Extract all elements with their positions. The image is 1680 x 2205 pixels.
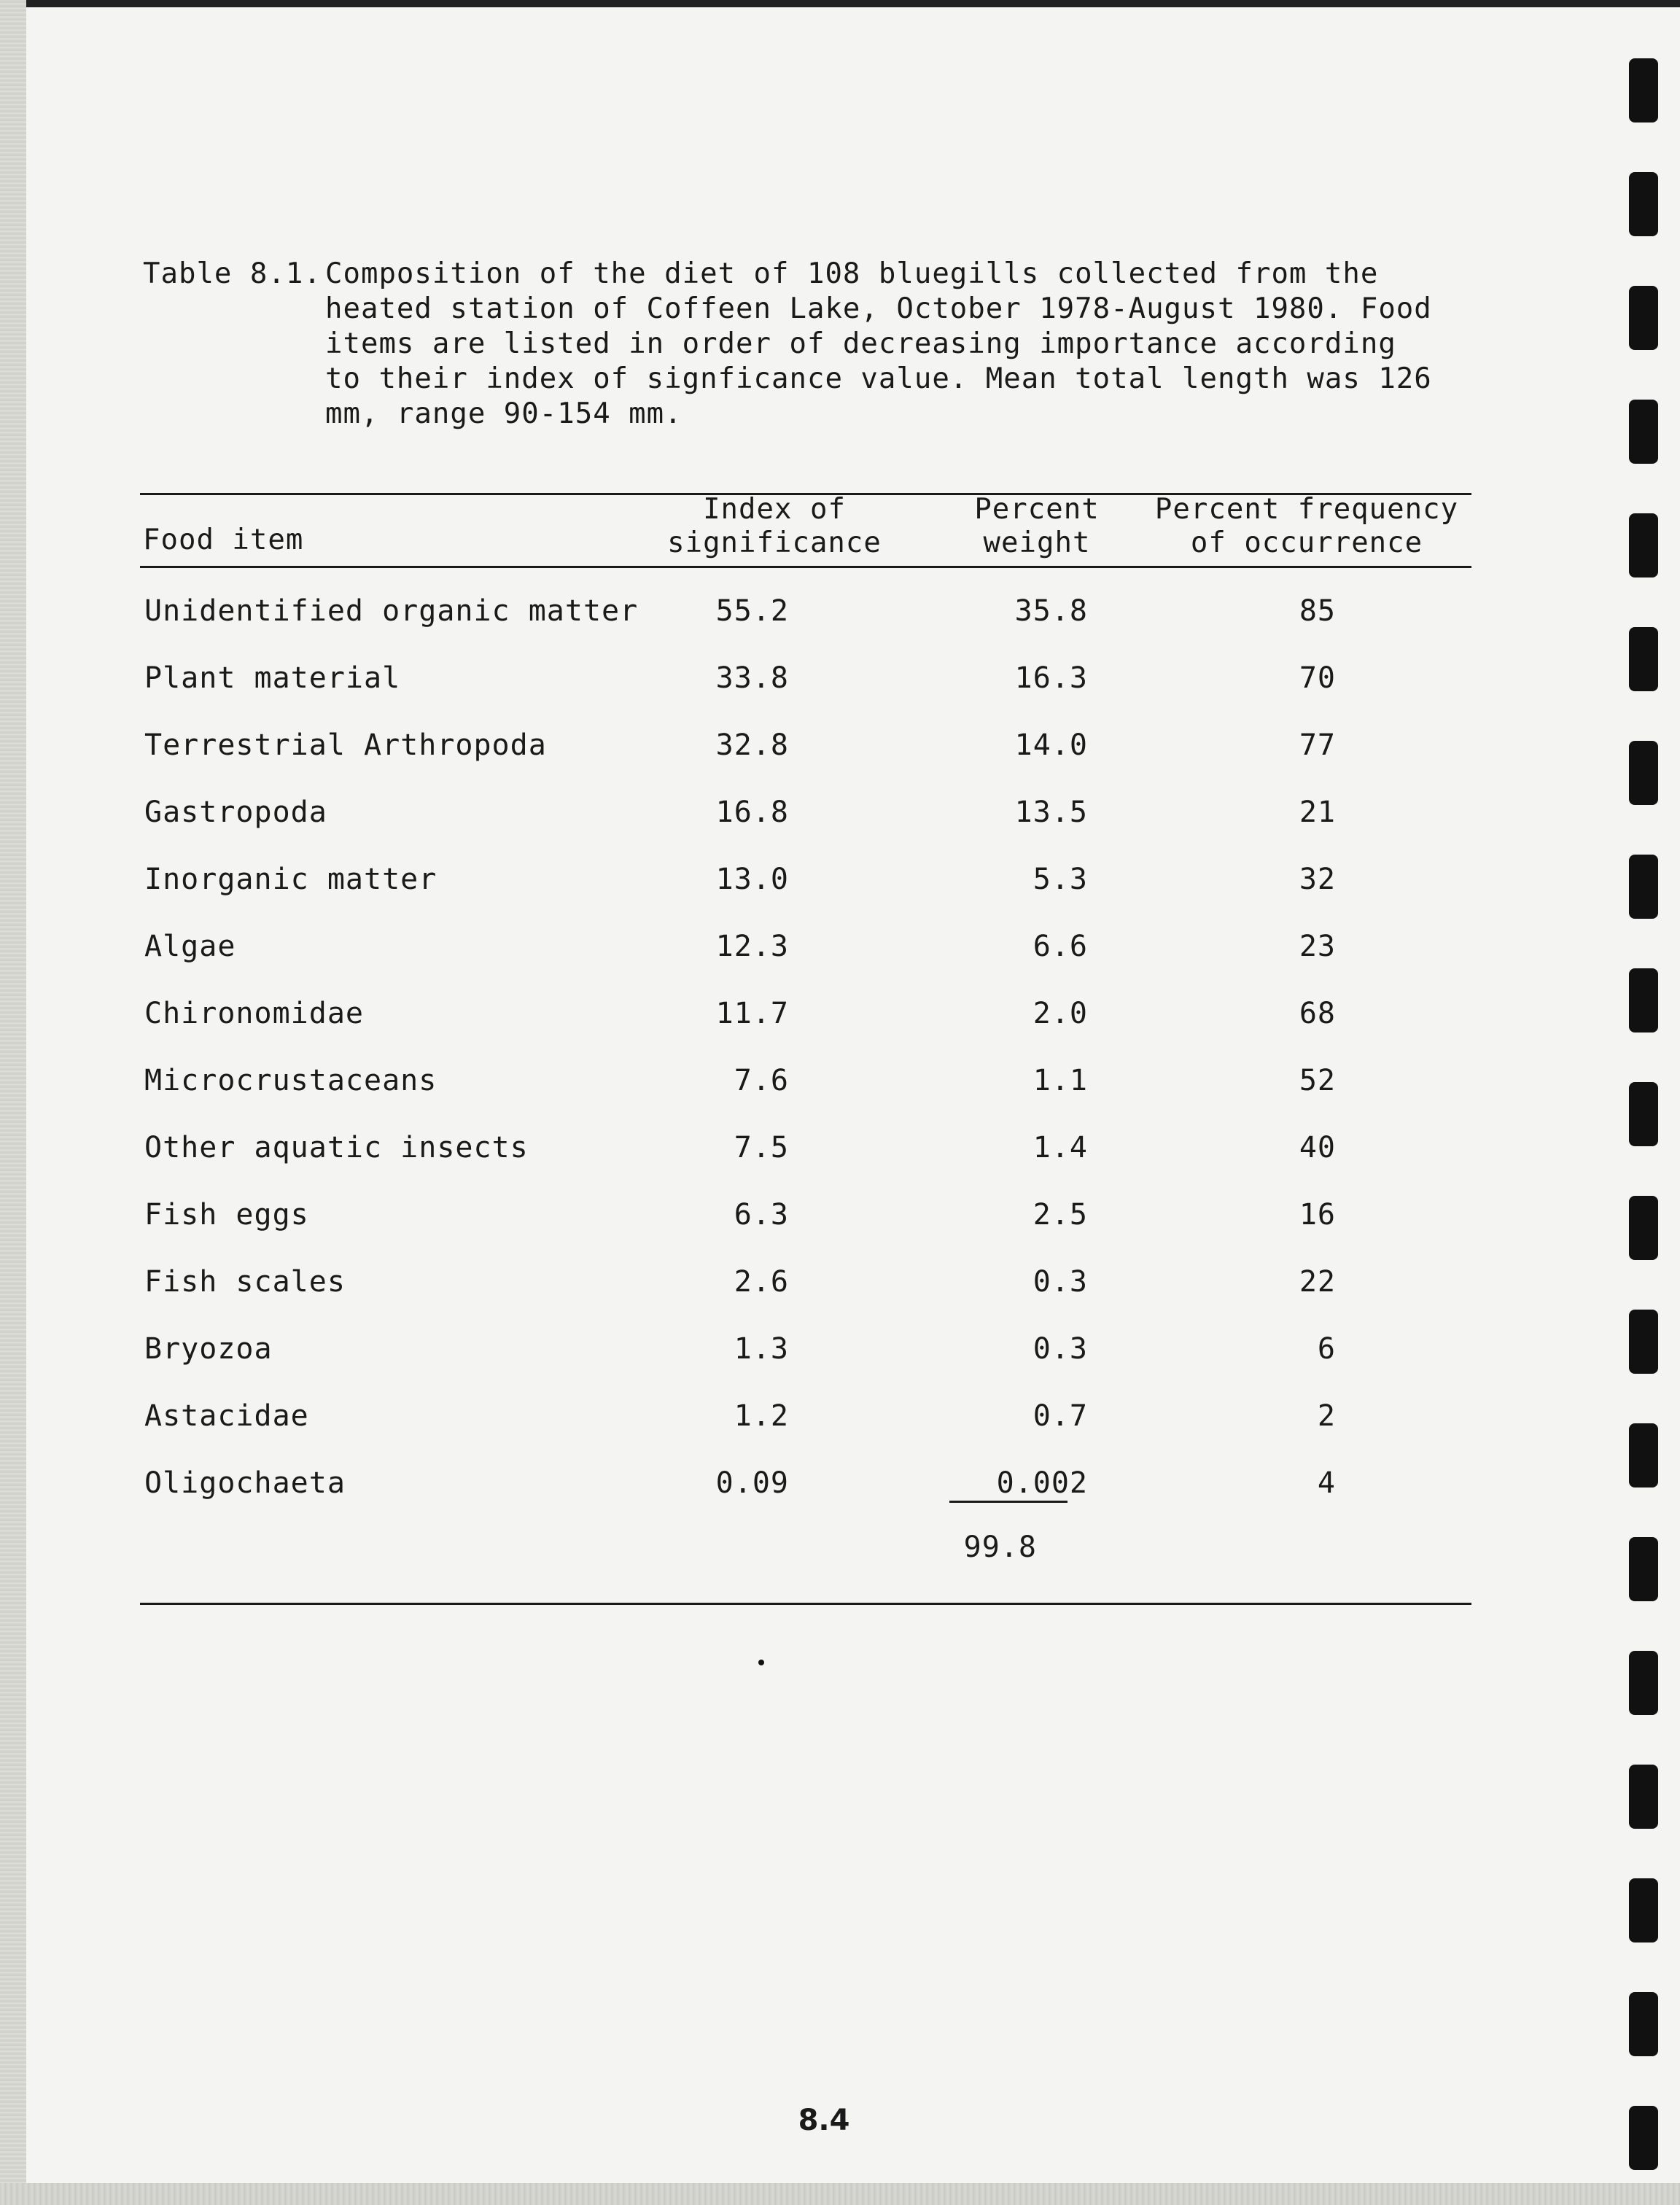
binder-hole xyxy=(1629,1423,1658,1488)
table-row xyxy=(140,992,1471,1035)
food-item-cell: Gastropoda xyxy=(144,796,327,829)
frequency-cell: 85 xyxy=(1299,594,1336,628)
frequency-cell: 2 xyxy=(1317,1399,1336,1433)
header-percent-weight xyxy=(942,493,1132,560)
weight-cell: 0.3 xyxy=(1032,1265,1088,1299)
index-cell: 0.09 xyxy=(715,1466,789,1500)
index-cell: 2.6 xyxy=(734,1265,789,1299)
index-cell: 55.2 xyxy=(715,594,789,628)
weight-cell: 1.1 xyxy=(1032,1064,1088,1097)
index-cell: 6.3 xyxy=(734,1198,789,1232)
weight-cell: 16.3 xyxy=(1014,661,1088,695)
index-cell: 12.3 xyxy=(715,930,789,963)
stray-mark xyxy=(758,1660,764,1665)
table-row xyxy=(140,1059,1471,1102)
index-cell: 11.7 xyxy=(715,997,789,1030)
binder-hole xyxy=(1629,513,1658,578)
food-item-cell: Fish scales xyxy=(144,1265,346,1299)
table-row xyxy=(140,1394,1471,1438)
food-item-cell: Microcrustaceans xyxy=(144,1064,438,1097)
weight-cell: 5.3 xyxy=(1032,863,1088,896)
weight-cell: 35.8 xyxy=(1014,594,1088,628)
weight-cell: 14.0 xyxy=(1014,728,1088,762)
binder-hole xyxy=(1629,855,1658,919)
binder-hole xyxy=(1629,1310,1658,1374)
weight-cell: 2.5 xyxy=(1032,1198,1088,1232)
header-freq-line2: of occurrence xyxy=(1190,526,1423,559)
header-freq-line1: Percent frequency xyxy=(1154,493,1459,526)
binder-hole xyxy=(1629,627,1658,691)
header-percent-frequency xyxy=(1139,493,1474,560)
binder-hole xyxy=(1629,400,1658,464)
binder-holes xyxy=(1629,58,1661,2173)
food-item-cell: Unidentified organic matter xyxy=(144,594,639,628)
index-cell: 32.8 xyxy=(715,728,789,762)
header-weight-line2: weight xyxy=(983,526,1091,559)
table-row xyxy=(140,1461,1471,1505)
page-bottom-edge xyxy=(0,2183,1680,2205)
binder-hole xyxy=(1629,172,1658,236)
table-row xyxy=(140,656,1471,700)
table-row xyxy=(140,858,1471,901)
weight-cell: 2.0 xyxy=(1032,997,1088,1030)
binder-hole xyxy=(1629,1082,1658,1146)
food-item-cell: Chironomidae xyxy=(144,997,364,1030)
header-index-line1: Index of xyxy=(703,493,846,526)
frequency-cell: 68 xyxy=(1299,997,1336,1030)
food-item-cell: Other aquatic insects xyxy=(144,1131,529,1164)
food-item-cell: Plant material xyxy=(144,661,401,695)
caption-text: Composition of the diet of 108 bluegills collected from the heated station of Coffeen Lake, October 1978-August 1980. Food items are listed in order of decreasing importance according to their index of signficance value. Mean total length was 126 mm, range 90-154 mm. xyxy=(325,257,1432,430)
binder-hole xyxy=(1629,968,1658,1032)
header-index-of-significance xyxy=(643,493,906,560)
binder-hole xyxy=(1629,1992,1658,2056)
diet-table xyxy=(140,489,1471,1611)
index-cell: 7.5 xyxy=(734,1131,789,1164)
frequency-cell: 4 xyxy=(1317,1466,1336,1500)
header-bottom-rule xyxy=(140,566,1471,568)
food-item-cell: Bryozoa xyxy=(144,1332,273,1366)
header-index-line2: significance xyxy=(667,526,882,559)
food-item-cell: Astacidae xyxy=(144,1399,309,1433)
frequency-cell: 16 xyxy=(1299,1198,1336,1232)
frequency-cell: 23 xyxy=(1299,930,1336,963)
page-number: 8.4 xyxy=(798,2104,850,2137)
weight-sum-line xyxy=(949,1501,1068,1503)
page-left-edge xyxy=(0,0,26,2205)
frequency-cell: 77 xyxy=(1299,728,1336,762)
weight-cell: 0.7 xyxy=(1032,1399,1088,1433)
table-row xyxy=(140,1327,1471,1371)
header-weight-line1: Percent xyxy=(974,493,1100,526)
table-row xyxy=(140,790,1471,834)
index-cell: 1.2 xyxy=(734,1399,789,1433)
frequency-cell: 32 xyxy=(1299,863,1336,896)
food-item-cell: Inorganic matter xyxy=(144,863,438,896)
table-bottom-rule xyxy=(140,1603,1471,1605)
binder-hole xyxy=(1629,1765,1658,1829)
frequency-cell: 6 xyxy=(1317,1332,1336,1366)
index-cell: 1.3 xyxy=(734,1332,789,1366)
binder-hole xyxy=(1629,58,1658,122)
table-row xyxy=(140,1260,1471,1304)
frequency-cell: 22 xyxy=(1299,1265,1336,1299)
binder-hole xyxy=(1629,741,1658,805)
food-item-cell: Terrestrial Arthropoda xyxy=(144,728,547,762)
index-cell: 13.0 xyxy=(715,863,789,896)
page-top-edge xyxy=(0,0,1680,7)
caption-label: Table 8.1. xyxy=(143,257,322,290)
binder-hole xyxy=(1629,1537,1658,1601)
index-cell: 16.8 xyxy=(715,796,789,829)
table-row xyxy=(140,1126,1471,1170)
binder-hole xyxy=(1629,2106,1658,2170)
weight-total: 99.8 xyxy=(963,1531,1037,1564)
weight-cell: 0.002 xyxy=(996,1466,1088,1500)
food-item-cell: Oligochaeta xyxy=(144,1466,346,1500)
weight-cell: 1.4 xyxy=(1032,1131,1088,1164)
weight-cell: 6.6 xyxy=(1032,930,1088,963)
index-cell: 33.8 xyxy=(715,661,789,695)
table-row xyxy=(140,723,1471,767)
weight-cell: 0.3 xyxy=(1032,1332,1088,1366)
binder-hole xyxy=(1629,1878,1658,1942)
food-item-cell: Algae xyxy=(144,930,236,963)
table-row xyxy=(140,1193,1471,1237)
frequency-cell: 70 xyxy=(1299,661,1336,695)
binder-hole xyxy=(1629,1651,1658,1715)
weight-cell: 13.5 xyxy=(1014,796,1088,829)
binder-hole xyxy=(1629,1196,1658,1260)
frequency-cell: 52 xyxy=(1299,1064,1336,1097)
frequency-cell: 40 xyxy=(1299,1131,1336,1164)
food-item-cell: Fish eggs xyxy=(144,1198,309,1232)
index-cell: 7.6 xyxy=(734,1064,789,1097)
header-food-item: Food item xyxy=(143,524,304,556)
binder-hole xyxy=(1629,286,1658,350)
table-row xyxy=(140,589,1471,633)
frequency-cell: 21 xyxy=(1299,796,1336,829)
table-row xyxy=(140,925,1471,968)
